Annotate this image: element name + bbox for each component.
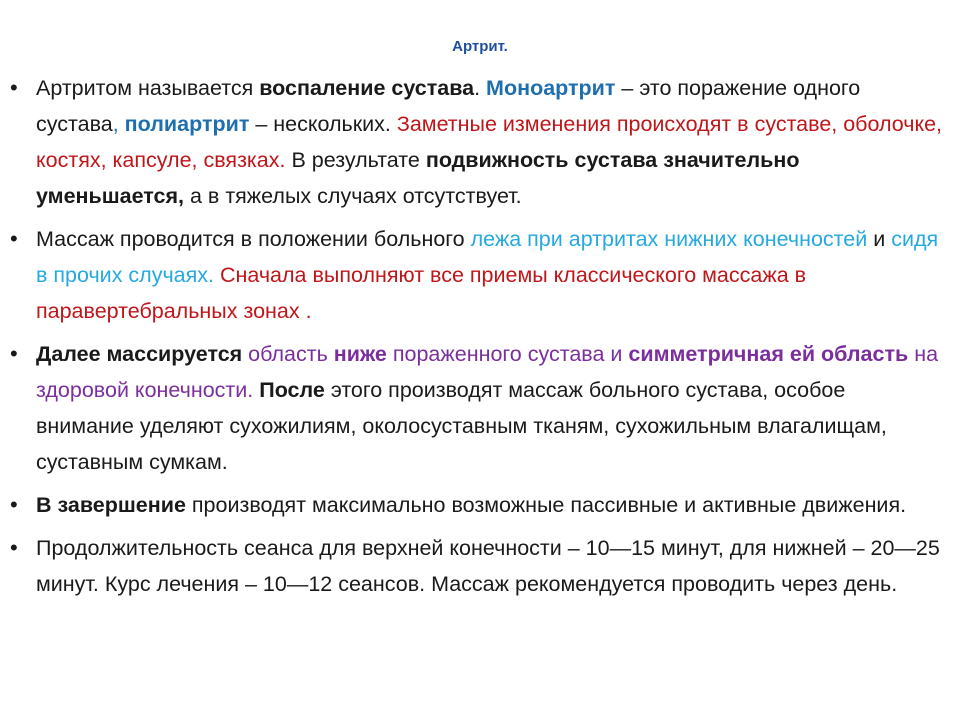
bullet-paragraph — [36, 221, 948, 329]
text-segment: подвижность сустава значительно уменьшается, — [36, 148, 800, 208]
text-segment: После — [259, 378, 325, 402]
text-segment: Далее массируется — [36, 342, 243, 366]
text-segment: В завершение — [36, 493, 186, 517]
text-segment: . — [474, 76, 487, 100]
text-segment: – нескольких. — [249, 112, 397, 136]
bullet-paragraph — [36, 487, 948, 523]
text-segment: производят максимально возможные пассивные и активные движения. — [185, 493, 907, 517]
text-segment: Артритом называется — [36, 76, 260, 100]
text-segment: Продолжительность сеанса для верхней конечности – 10—15 минут, для нижней – 20—25 минут. Курс лечения – 10—12 сеансов. Массаж рекомендуется проводить через день. — [36, 536, 940, 596]
text-segment: Моноартрит — [486, 76, 616, 100]
text-segment: ниже — [333, 342, 387, 366]
text-segment: симметричная ей область — [628, 342, 909, 366]
bullet-paragraph — [36, 530, 948, 602]
text-segment: а в тяжелых случаях отсутствует. — [184, 184, 522, 208]
slide-title: Артрит. — [452, 38, 508, 55]
bullet-list — [36, 70, 948, 609]
text-segment: сидя в прочих случаях. — [36, 227, 939, 287]
text-segment: , — [112, 112, 125, 136]
text-segment: полиартрит — [124, 112, 250, 136]
text-segment: Сначала выполняют все приемы классического массажа в паравертебральных зонах . — [36, 263, 807, 323]
text-segment: – это поражение одного сустава — [36, 76, 861, 136]
bullet-paragraph — [36, 336, 948, 480]
text-segment: Массаж проводится в положении больного — [36, 227, 471, 251]
bullet-paragraph — [36, 70, 948, 214]
text-segment: В результате — [285, 148, 426, 172]
text-segment: лежа при артритах нижних конечностей — [470, 227, 868, 251]
text-segment: пораженного сустава и — [386, 342, 629, 366]
text-segment: этого производят массаж больного сустава, особое внимание уделяют сухожилиям, околосуставным тканям, сухожильным влагалищам, суставным сумкам. — [36, 378, 887, 474]
text-segment: на здоровой конечности. — [36, 342, 939, 402]
text-segment: воспаление сустава — [259, 76, 475, 100]
text-segment: и — [867, 227, 892, 251]
text-segment: Заметные изменения происходят в суставе, оболочке, костях, капсуле, связках. — [36, 112, 943, 172]
text-segment: область — [242, 342, 334, 366]
